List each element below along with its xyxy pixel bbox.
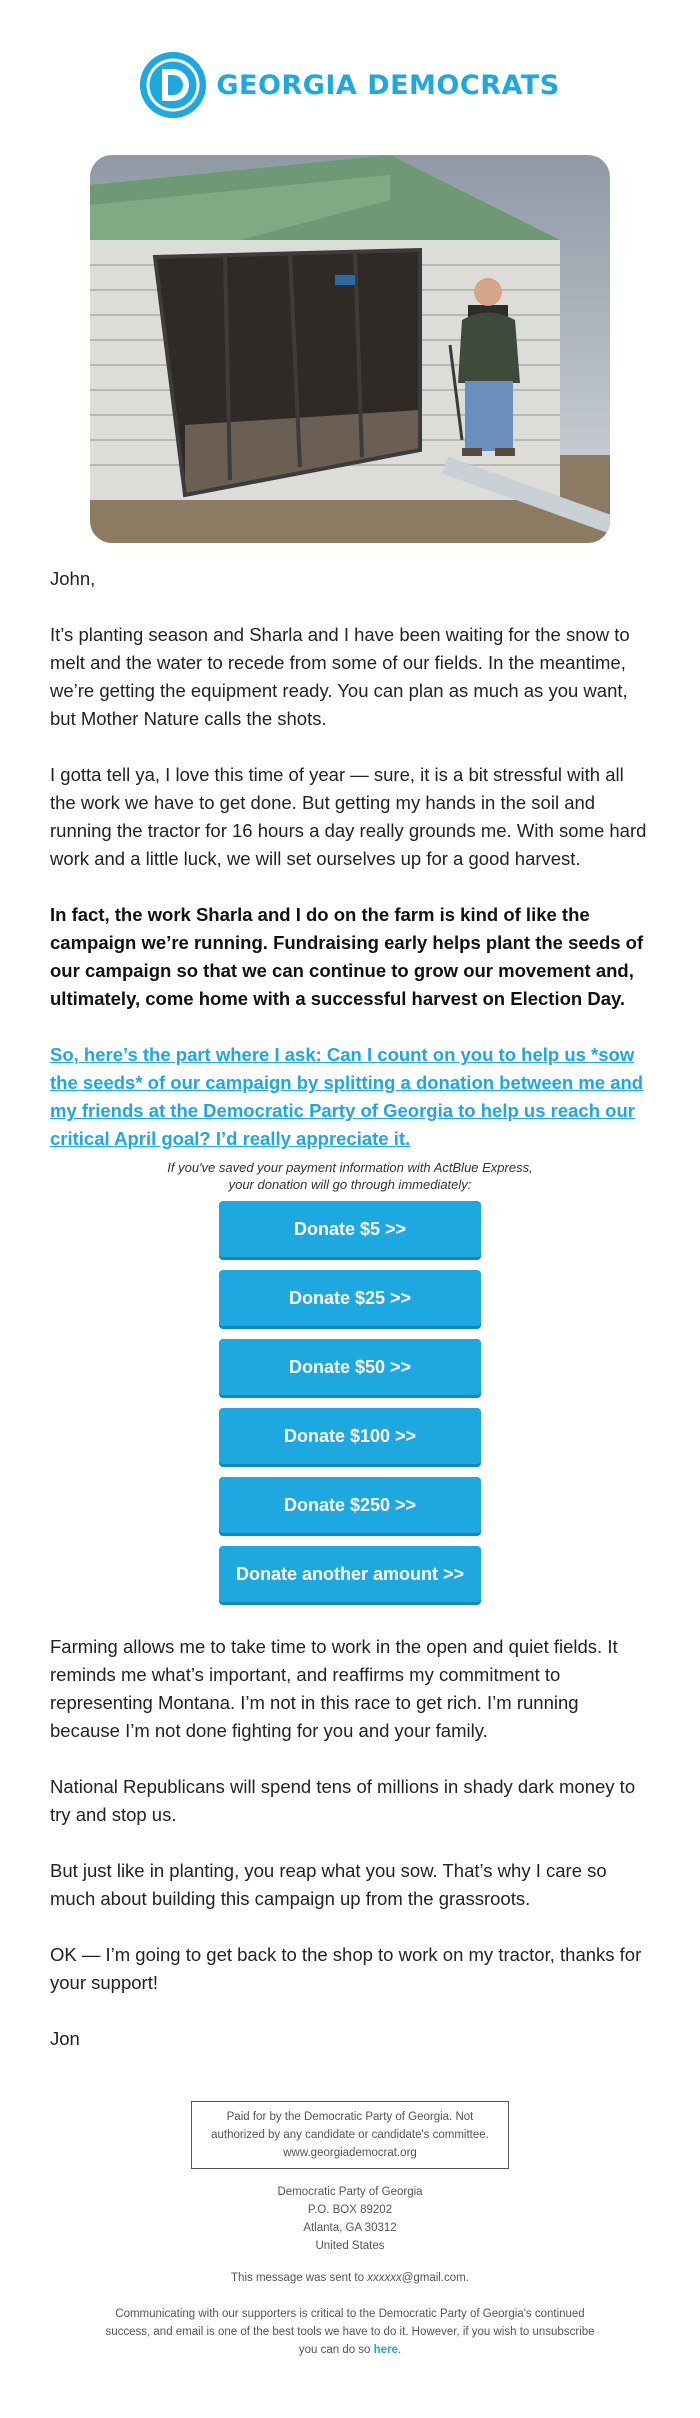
paragraph-5: National Republicans will spend tens of millions in shady dark money to try and stop us. xyxy=(50,1776,636,1825)
address-line: P.O. BOX 89202 xyxy=(307,2204,393,2216)
hero-photo xyxy=(90,155,610,543)
donate-5-button[interactable]: Donate $5 >> xyxy=(219,1201,481,1257)
address-line: Atlanta, GA 30312 xyxy=(303,2222,397,2234)
paragraph-2: I gotta tell ya, I love this time of year — sure, it is a bit stressful with all the work we have to get done. But getting my hands in the soil and running the tractor for 16 hours a day really grounds me. With some hard work and a little luck, we will set ourselves up for a good harvest. xyxy=(50,764,647,869)
donate-250-button[interactable]: Donate $250 >> xyxy=(219,1477,481,1533)
donate-50-button[interactable]: Donate $50 >> xyxy=(219,1339,481,1395)
paragraph-7: OK — I’m going to get back to the shop to work on my tractor, thanks for your support! xyxy=(50,1944,642,1993)
donate-other-amount-button[interactable]: Donate another amount >> xyxy=(219,1546,481,1602)
sent-to-email-domain: @gmail.com. xyxy=(401,2272,469,2284)
unsubscribe-link[interactable]: here xyxy=(373,2344,398,2356)
paid-for-disclaimer: Paid for by the Democratic Party of Georgia. Not authorized by any candidate or candidate's committee. www.georgiademocrat.org xyxy=(191,2101,509,2169)
sent-to-prefix: This message was sent to xyxy=(231,2272,368,2284)
paragraph-6: But just like in planting, you reap what you sow. That’s why I care so much about building this campaign up from the grassroots. xyxy=(50,1860,607,1909)
address-line: United States xyxy=(315,2240,385,2252)
signoff: Jon xyxy=(50,2028,80,2049)
donation-buttons xyxy=(50,1201,650,1615)
donate-25-button[interactable]: Donate $25 >> xyxy=(219,1270,481,1326)
sent-to-email-user: xxxxxx xyxy=(367,2272,402,2284)
unsubscribe-text: Communicating with our supporters is critical to the Democratic Party of Georgia's continued success, and email is one of the best tools we have to do it. However, if you wish to unsubscribe you can do so xyxy=(105,2308,595,2356)
democrats-d-logo-icon xyxy=(140,52,206,118)
greeting: John, xyxy=(50,568,96,589)
donation-ask-link[interactable]: So, here’s the part where I ask: Can I count on you to help us *sow the seeds* of our campaign by splitting a donation between me and my friends at the Democratic Party of Georgia to help us reach our critical April goal? I’d really appreciate it. xyxy=(50,1044,644,1149)
header-logo[interactable] xyxy=(50,0,650,170)
paragraph-1: It’s planting season and Sharla and I have been waiting for the snow to melt and the water to recede from some of our fields. In the meantime, we’re getting the equipment ready. You can plan as much as you want, but Mother Nature calls the shots. xyxy=(50,624,630,729)
address-line: Democratic Party of Georgia xyxy=(277,2186,423,2198)
paragraph-3-bold: In fact, the work Sharla and I do on the farm is kind of like the campaign we’re running. Fundraising early helps plant the seeds of our campaign so that we can continue to grow our movement and, ultimately, come home with a successful harvest on Election Day. xyxy=(50,904,644,1009)
note-line-1: If you've saved your payment information with ActBlue Express, xyxy=(167,1160,533,1175)
actblue-express-note xyxy=(50,1159,650,1193)
paragraph-4: Farming allows me to take time to work in the open and quiet fields. It reminds me what’s important, and reaffirms my commitment to representing Montana. I’m not in this race to get rich. I’m running because I’m not done fighting for you and your family. xyxy=(50,1636,618,1741)
logo-text: GEORGIA DEMOCRATS xyxy=(216,69,560,101)
unsubscribe-note xyxy=(95,2305,605,2359)
donate-100-button[interactable]: Donate $100 >> xyxy=(219,1408,481,1464)
footer-address xyxy=(50,2183,650,2255)
sent-to-line xyxy=(50,2269,650,2287)
unsubscribe-end: . xyxy=(397,2344,402,2356)
note-line-2: your donation will go through immediately: xyxy=(228,1177,472,1192)
